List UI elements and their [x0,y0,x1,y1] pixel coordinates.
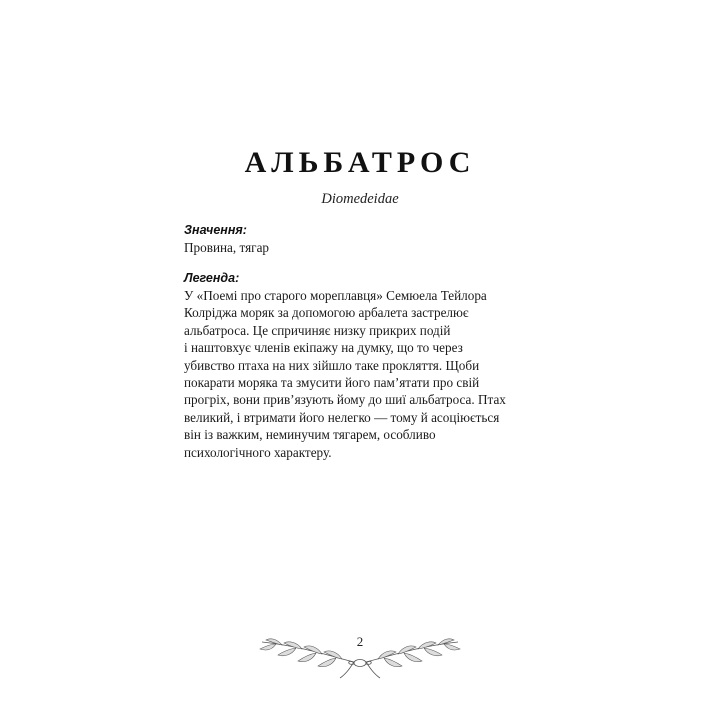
meaning-section [184,222,544,256]
legend-line: він із важким, неминучим тягарем, особливо [184,427,436,443]
latin-name: Diomedeidae [321,191,399,207]
laurel-branches-ornament [250,622,470,686]
page-title: АЛЬБАТРОС [244,146,476,179]
legend-line: убивство птаха на них зійшло таке прокляття. Щоби [184,357,480,373]
legend-line: прогріх, вони прив’язують йому до шиї альбатроса. Птах [184,392,506,408]
legend-section [184,270,544,461]
legend-line: великий, і втримати його нелегко — тому й асоціюється [184,409,500,425]
legend-line: альбатроса. Це спричиняє низку прикрих подій [184,322,451,338]
legend-line: У «Поемі про старого мореплавця» Семюела Тейлора [184,288,487,303]
legend-line: покарати моряка та змусити його пам’ятати про свій [184,375,480,391]
meaning-value: Провина, тягар [184,240,270,255]
legend-line: психологічного характеру. [184,444,332,460]
legend-line: Колріджа моряк за допомогою арбалета застрелює [184,305,469,321]
legend-line: і наштовхує членів екіпажу на думку, що то через [184,340,463,356]
legend-text [184,287,544,461]
legend-label: Легенда: [184,271,240,285]
meaning-label: Значення: [184,223,247,237]
page-footer [250,622,470,686]
page-number: 2 [356,634,364,649]
